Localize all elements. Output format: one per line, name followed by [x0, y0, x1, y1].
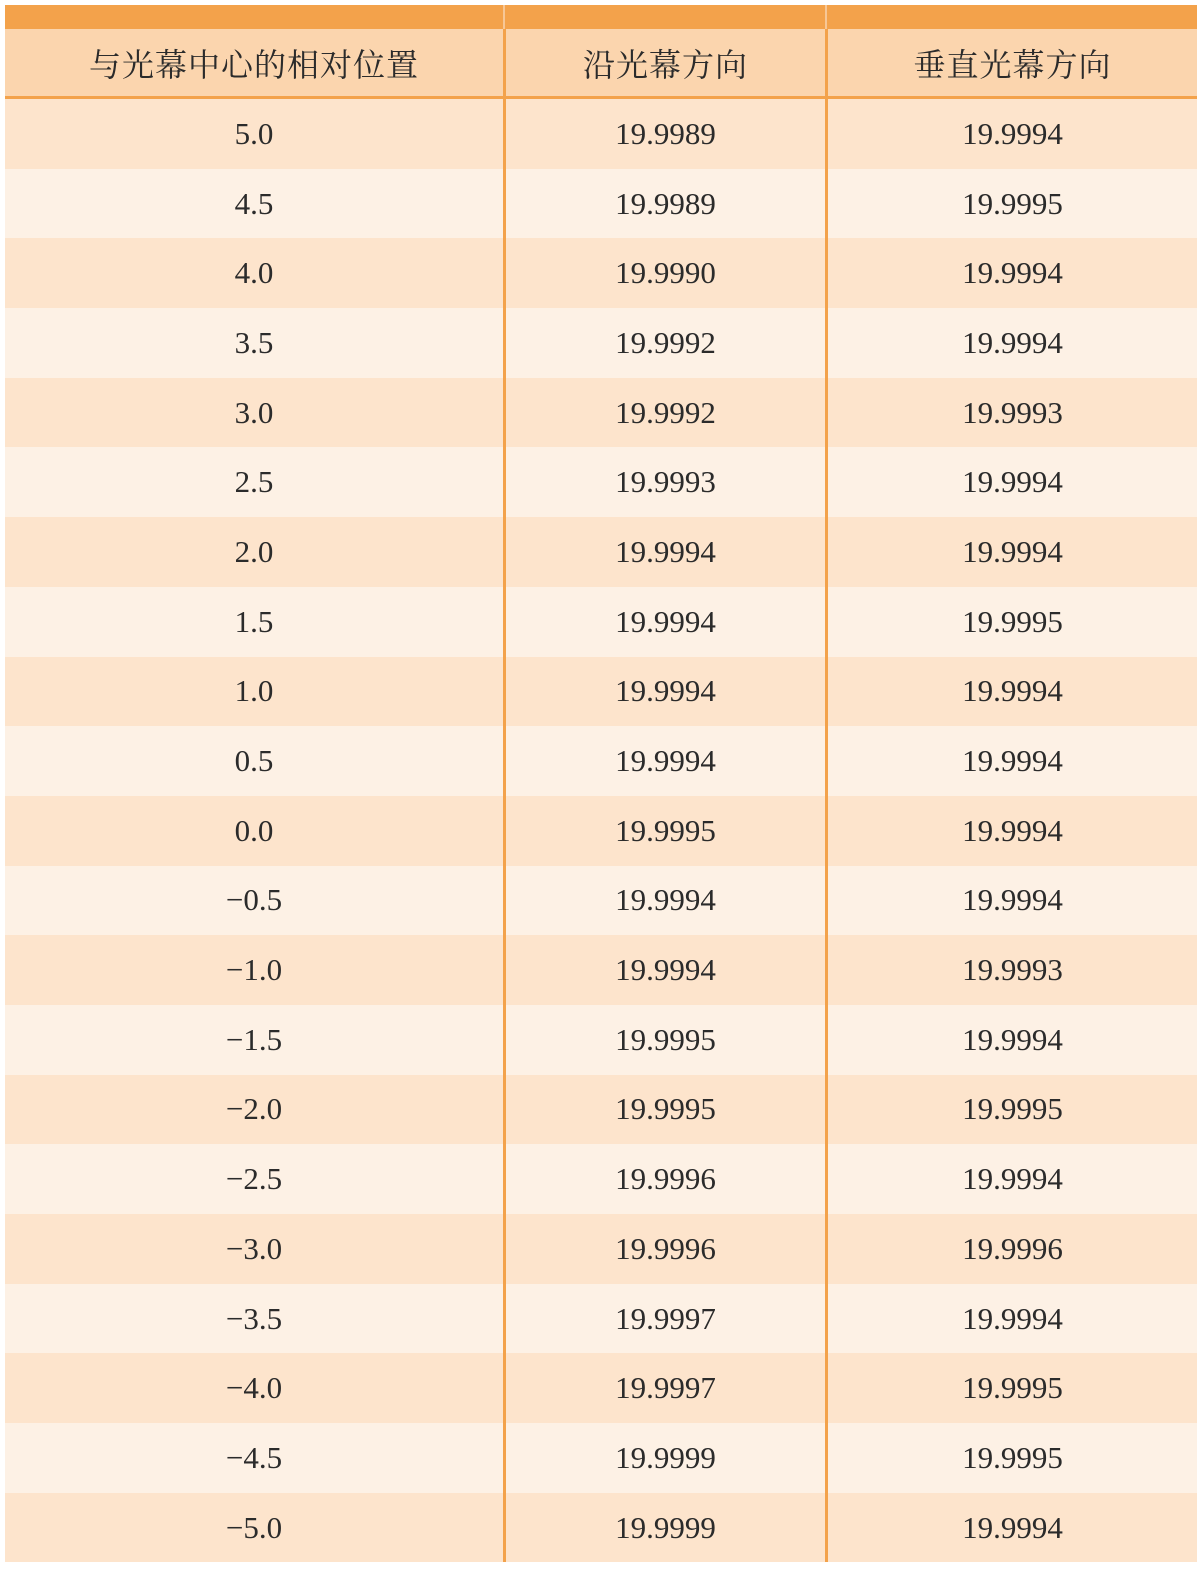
table-row: [5, 517, 1197, 587]
table-row: [5, 726, 1197, 796]
cell-perpendicular-light-curtain: 19.9995: [825, 587, 1197, 657]
cell-along-light-curtain: 19.9994: [503, 935, 825, 1005]
table-row: [5, 238, 1197, 308]
cell-relative-position: 3.0: [234, 394, 274, 430]
cell-perpendicular-light-curtain: 19.9994: [825, 99, 1197, 169]
table-row: [5, 866, 1197, 936]
table-row: [5, 99, 1197, 169]
cell-along-light-curtain: 19.9996: [503, 1214, 825, 1284]
cell-perpendicular-light-curtain: 19.9993: [825, 935, 1197, 1005]
table-header-row: [5, 29, 1197, 99]
cell-relative-position: 2.0: [234, 533, 274, 569]
cell-relative-position: −3.5: [225, 1300, 283, 1336]
cell-relative-position: 0.0: [234, 812, 274, 848]
cell-relative-position: 5.0: [234, 115, 274, 151]
cell-along-light-curtain: 19.9992: [503, 378, 825, 448]
header-relative-position: 与光幕中心的相对位置: [88, 45, 419, 84]
cell-perpendicular-light-curtain: 19.9995: [825, 169, 1197, 239]
cell-along-light-curtain: 19.9995: [503, 1075, 825, 1145]
header-along-light-curtain: 沿光幕方向: [503, 29, 825, 96]
cell-relative-position: 0.5: [234, 743, 274, 779]
table-row: [5, 796, 1197, 866]
table-top-band: [5, 5, 1197, 29]
cell-along-light-curtain: 19.9999: [503, 1493, 825, 1563]
top-band-cell: [503, 5, 825, 29]
cell-perpendicular-light-curtain: 19.9996: [825, 1214, 1197, 1284]
cell-relative-position: −5.0: [225, 1509, 283, 1545]
table-row: [5, 308, 1197, 378]
cell-perpendicular-light-curtain: 19.9995: [825, 1423, 1197, 1493]
table-row: [5, 587, 1197, 657]
cell-perpendicular-light-curtain: 19.9994: [825, 308, 1197, 378]
cell-along-light-curtain: 19.9989: [503, 169, 825, 239]
cell-perpendicular-light-curtain: 19.9995: [825, 1353, 1197, 1423]
cell-relative-position: 4.0: [234, 255, 274, 291]
cell-relative-position: −4.5: [225, 1439, 283, 1475]
table-row: [5, 169, 1197, 239]
cell-perpendicular-light-curtain: 19.9994: [825, 1005, 1197, 1075]
cell-along-light-curtain: 19.9994: [503, 726, 825, 796]
cell-relative-position: −3.0: [225, 1230, 283, 1266]
top-band-cell: [5, 5, 503, 29]
cell-relative-position: −0.5: [225, 882, 283, 918]
table-body: [5, 99, 1197, 1562]
cell-relative-position: −1.0: [225, 952, 283, 988]
cell-along-light-curtain: 19.9997: [503, 1284, 825, 1354]
table-row: [5, 1284, 1197, 1354]
cell-perpendicular-light-curtain: 19.9994: [825, 726, 1197, 796]
table-row: [5, 1144, 1197, 1214]
cell-perpendicular-light-curtain: 19.9994: [825, 866, 1197, 936]
cell-along-light-curtain: 19.9995: [503, 1005, 825, 1075]
table-row: [5, 1493, 1197, 1563]
cell-along-light-curtain: 19.9993: [503, 447, 825, 517]
cell-along-light-curtain: 19.9994: [503, 866, 825, 936]
cell-along-light-curtain: 19.9997: [503, 1353, 825, 1423]
cell-along-light-curtain: 19.9992: [503, 308, 825, 378]
table-row: [5, 657, 1197, 727]
table-row: [5, 935, 1197, 1005]
cell-along-light-curtain: 19.9990: [503, 238, 825, 308]
cell-relative-position: −1.5: [225, 1021, 283, 1057]
cell-perpendicular-light-curtain: 19.9995: [825, 1075, 1197, 1145]
cell-perpendicular-light-curtain: 19.9994: [825, 1284, 1197, 1354]
table-row: [5, 1214, 1197, 1284]
cell-along-light-curtain: 19.9994: [503, 657, 825, 727]
top-band-cell: [825, 5, 1197, 29]
cell-perpendicular-light-curtain: 19.9993: [825, 378, 1197, 448]
cell-relative-position: 1.5: [234, 603, 274, 639]
table-row: [5, 1075, 1197, 1145]
data-table: [5, 5, 1197, 1562]
cell-perpendicular-light-curtain: 19.9994: [825, 1493, 1197, 1563]
table-row: [5, 1353, 1197, 1423]
cell-along-light-curtain: 19.9995: [503, 796, 825, 866]
cell-perpendicular-light-curtain: 19.9994: [825, 447, 1197, 517]
cell-perpendicular-light-curtain: 19.9994: [825, 1144, 1197, 1214]
cell-along-light-curtain: 19.9996: [503, 1144, 825, 1214]
cell-relative-position: 1.0: [234, 673, 274, 709]
table-row: [5, 378, 1197, 448]
cell-along-light-curtain: 19.9994: [503, 517, 825, 587]
cell-perpendicular-light-curtain: 19.9994: [825, 657, 1197, 727]
table-row: [5, 447, 1197, 517]
cell-relative-position: 4.5: [234, 185, 274, 221]
cell-perpendicular-light-curtain: 19.9994: [825, 517, 1197, 587]
cell-relative-position: −2.0: [225, 1091, 283, 1127]
cell-along-light-curtain: 19.9994: [503, 587, 825, 657]
table-row: [5, 1005, 1197, 1075]
cell-relative-position: −4.0: [225, 1370, 283, 1406]
table-row: [5, 1423, 1197, 1493]
cell-along-light-curtain: 19.9989: [503, 99, 825, 169]
cell-relative-position: 2.5: [234, 464, 274, 500]
cell-perpendicular-light-curtain: 19.9994: [825, 238, 1197, 308]
cell-relative-position: −2.5: [225, 1161, 283, 1197]
cell-relative-position: 3.5: [234, 324, 274, 360]
cell-along-light-curtain: 19.9999: [503, 1423, 825, 1493]
header-perpendicular-light-curtain: 垂直光幕方向: [825, 29, 1197, 96]
cell-perpendicular-light-curtain: 19.9994: [825, 796, 1197, 866]
